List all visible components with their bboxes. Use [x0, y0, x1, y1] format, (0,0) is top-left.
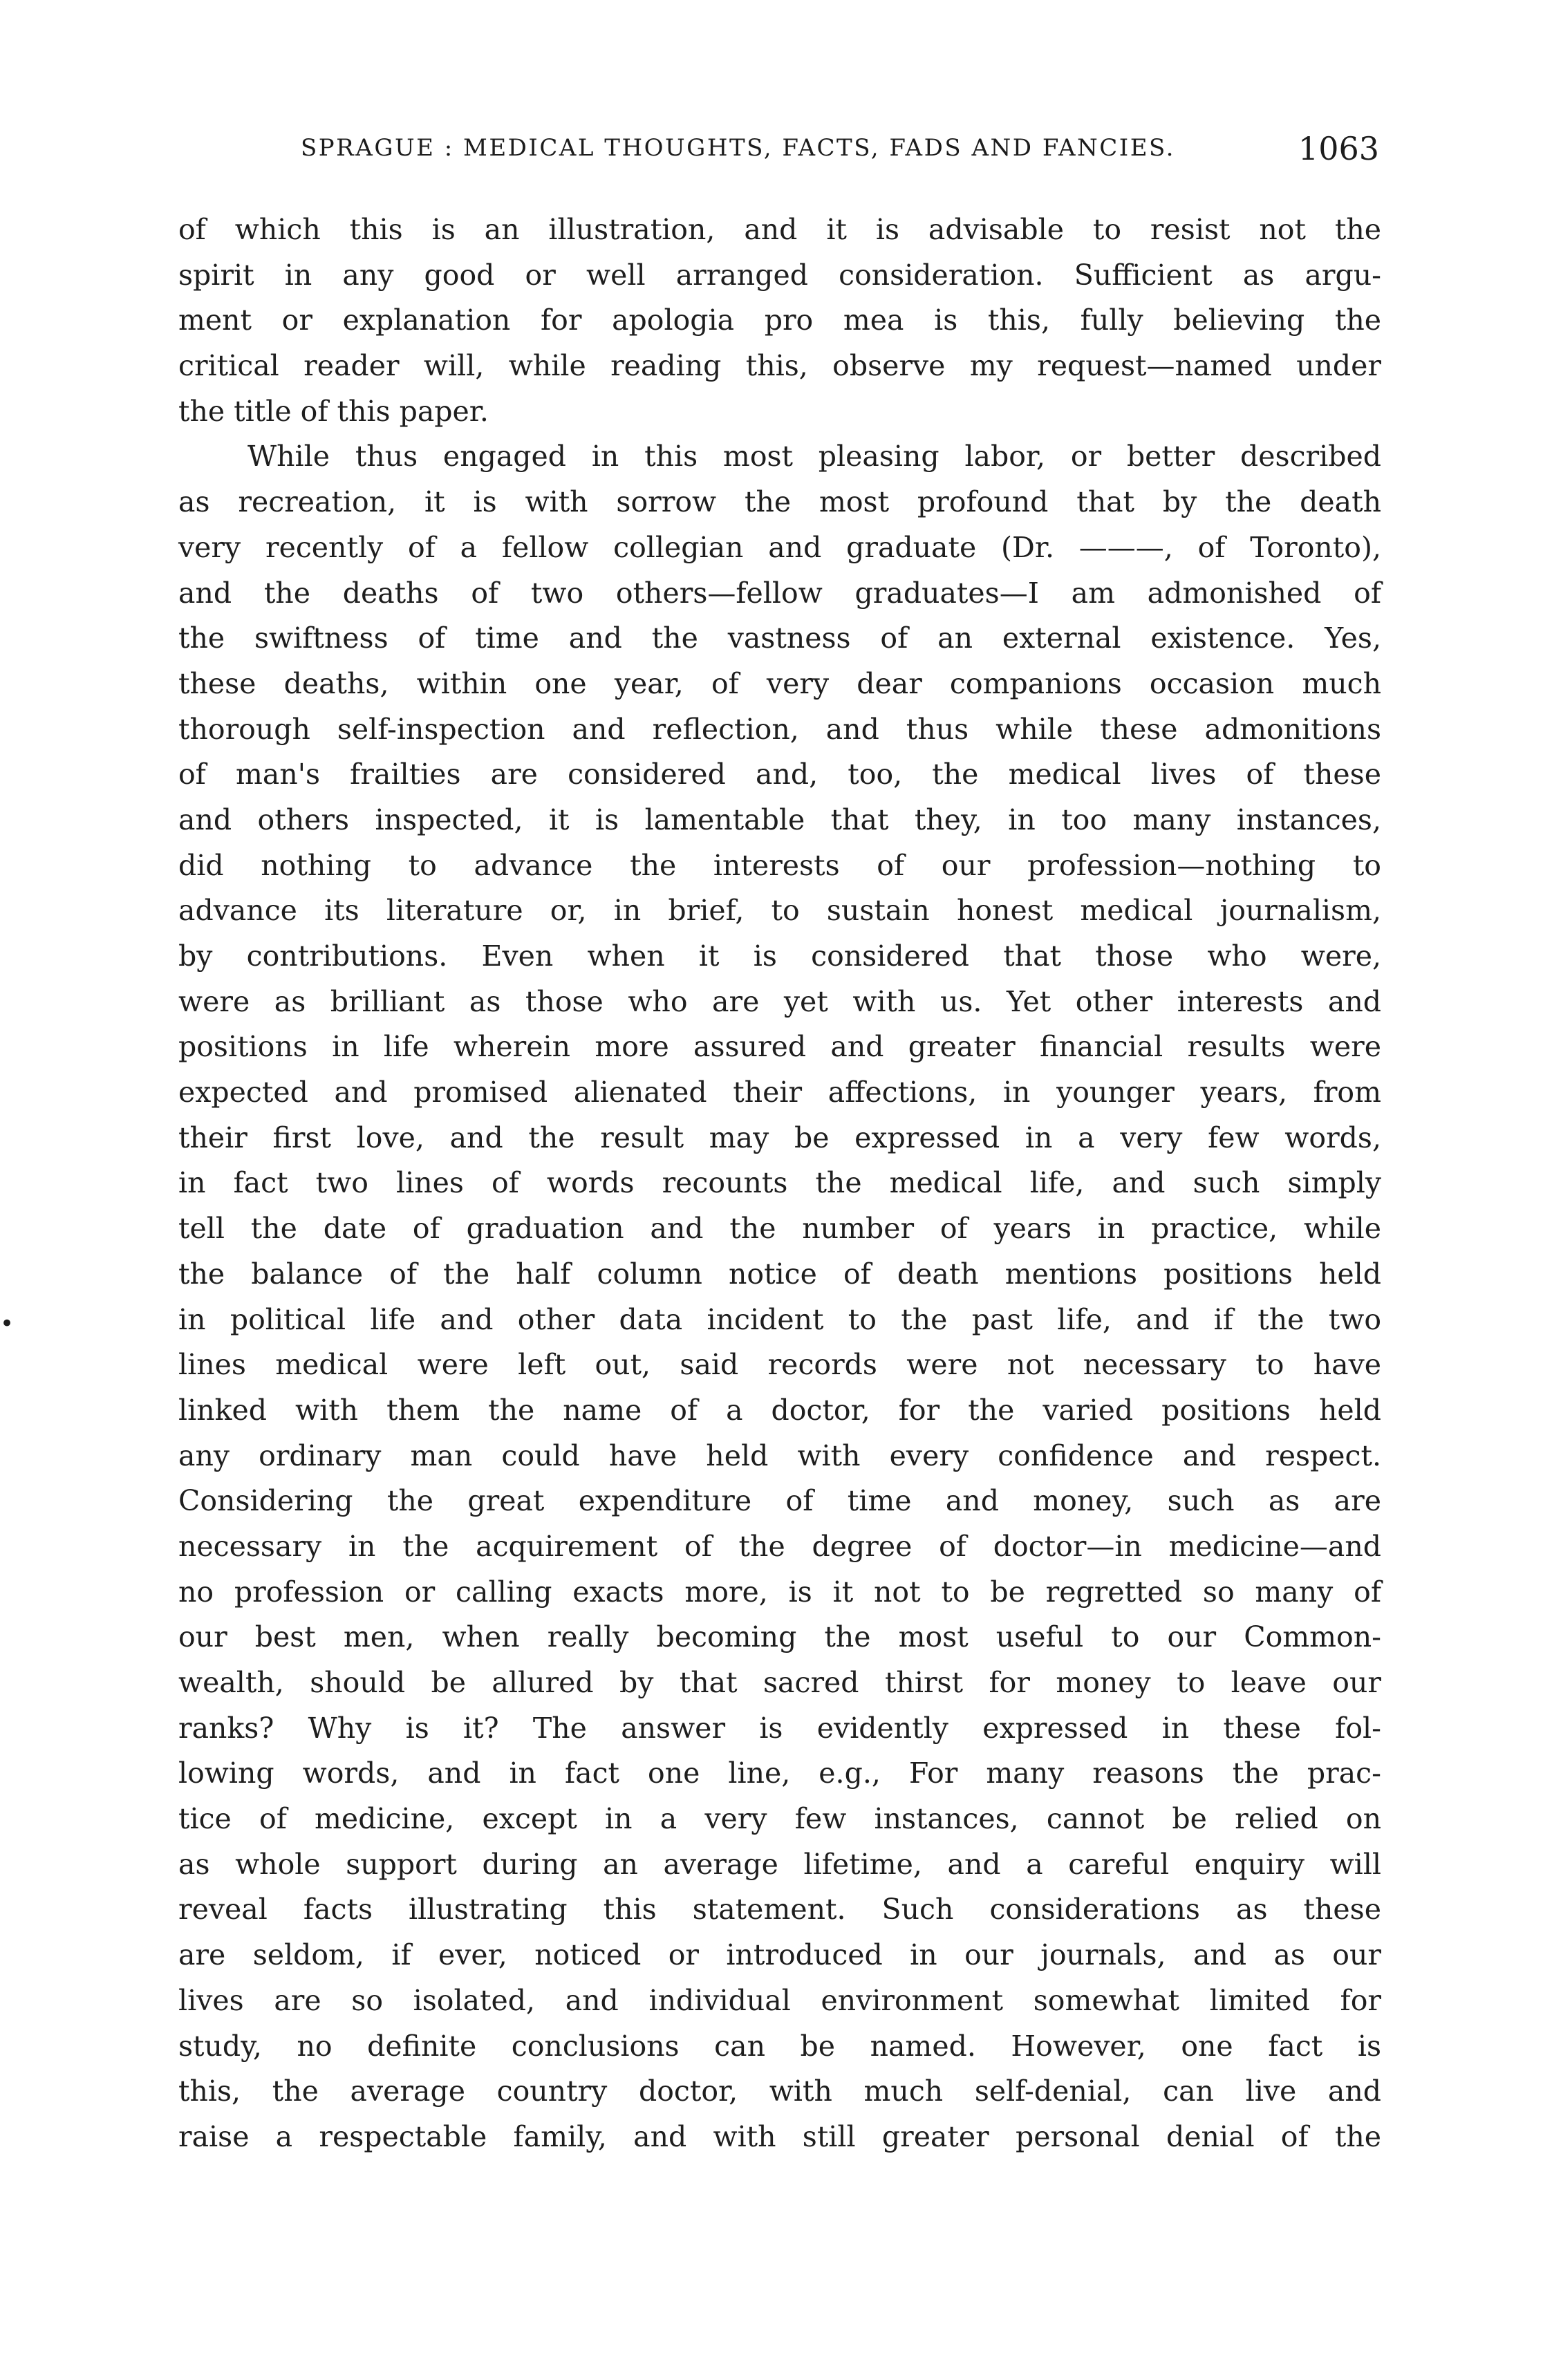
text-line: of which this is an illustration, and it is advisable to resist not the: [178, 213, 1381, 246]
text-line: our best men, when really becoming the most useful to our Common-: [178, 1620, 1381, 1654]
text-line: were as brilliant as those who are yet with us. Yet other interests and: [178, 984, 1381, 1018]
text-line: lowing words, and in fact one line, e.g., For many reasons the prac-: [178, 1756, 1381, 1790]
text-line: as recreation, it is with sorrow the most profound that by the death: [178, 485, 1381, 519]
text-line: very recently of a fellow collegian and graduate (Dr. ———, of Toronto),: [178, 530, 1381, 564]
text-line: the balance of the half column notice of death mentions positions held: [178, 1257, 1381, 1291]
text-line: ranks? Why is it? The answer is evidently expressed in these fol-: [178, 1711, 1381, 1745]
text-line: linked with them the name of a doctor, for the varied positions held: [178, 1393, 1381, 1427]
page-number: 1063: [1298, 130, 1379, 167]
text-line: wealth, should be allured by that sacred thirst for money to leave our: [178, 1666, 1381, 1699]
text-line: in political life and other data incident to the past life, and if the two: [178, 1302, 1381, 1336]
text-line: any ordinary man could have held with every confidence and respect.: [178, 1439, 1381, 1472]
text-line: Considering the great expenditure of time and money, such as are: [178, 1484, 1381, 1518]
text-line: these deaths, within one year, of very dear companions occasion much: [178, 666, 1381, 700]
text-line: tice of medicine, except in a very few instances, cannot be relied on: [178, 1802, 1381, 1836]
text-line: this, the average country doctor, with much self-denial, can live and: [178, 2074, 1381, 2108]
text-line: lines medical were left out, said records were not necessary to have: [178, 1348, 1381, 1382]
text-line: study, no definite conclusions can be named. However, one fact is: [178, 2029, 1381, 2063]
text-line: necessary in the acquirement of the degree of doctor—in medicine—and: [178, 1529, 1381, 1563]
margin-mark: •: [0, 1310, 15, 1338]
article-body: [178, 207, 1381, 2160]
text-line: of man's frailties are considered and, too, the medical lives of these: [178, 758, 1381, 791]
text-line: thorough self-inspection and reflection, and thus while these admonitions: [178, 712, 1381, 746]
text-line: advance its literature or, in brief, to sustain honest medical journalism,: [178, 894, 1381, 928]
text-line: critical reader will, while reading this, observe my request—named under: [178, 349, 1381, 383]
text-line: in fact two lines of words recounts the medical life, and such simply: [178, 1166, 1381, 1200]
text-line: raise a respectable family, and with still greater personal denial of the: [178, 2119, 1381, 2153]
text-line: the title of this paper.: [178, 394, 489, 428]
text-line: spirit in any good or well arranged consideration. Sufficient as argu-: [178, 258, 1381, 292]
paragraph-main: [178, 434, 1381, 2159]
text-line: as whole support during an average lifetime, and a careful enquiry will: [178, 1847, 1381, 1881]
text-line: and the deaths of two others—fellow graduates—I am admonished of: [178, 576, 1381, 610]
running-head: [301, 130, 1379, 171]
text-line: ment or explanation for apologia pro mea is this, fully believing the: [178, 303, 1381, 337]
text-line: did nothing to advance the interests of our profession—nothing to: [178, 848, 1381, 882]
text-line: their first love, and the result may be expressed in a very few words,: [178, 1121, 1381, 1154]
text-line: expected and promised alienated their affections, in younger years, from: [178, 1076, 1381, 1109]
text-line: by contributions. Even when it is considered that those who were,: [178, 939, 1381, 973]
text-line: lives are so isolated, and individual environment somewhat limited for: [178, 1983, 1381, 2017]
running-head-title: SPRAGUE : MEDICAL THOUGHTS, FACTS, FADS AND FANCIES.: [301, 134, 1175, 162]
text-line: tell the date of graduation and the number of years in practice, while: [178, 1212, 1381, 1246]
text-line: and others inspected, it is lamentable that they, in too many instances,: [178, 803, 1381, 836]
text-line: the swiftness of time and the vastness of an external existence. Yes,: [178, 621, 1381, 655]
text-line: positions in life wherein more assured and greater financial results were: [178, 1030, 1381, 1064]
text-line: While thus engaged in this most pleasing labor, or better described: [247, 440, 1381, 474]
text-line: reveal facts illustrating this statement. Such considerations as these: [178, 1893, 1381, 1927]
text-line: no profession or calling exacts more, is it not to be regretted so many of: [178, 1575, 1381, 1609]
paragraph-continuation: [178, 207, 1381, 434]
text-line: are seldom, if ever, noticed or introduced in our journals, and as our: [178, 1938, 1381, 1972]
